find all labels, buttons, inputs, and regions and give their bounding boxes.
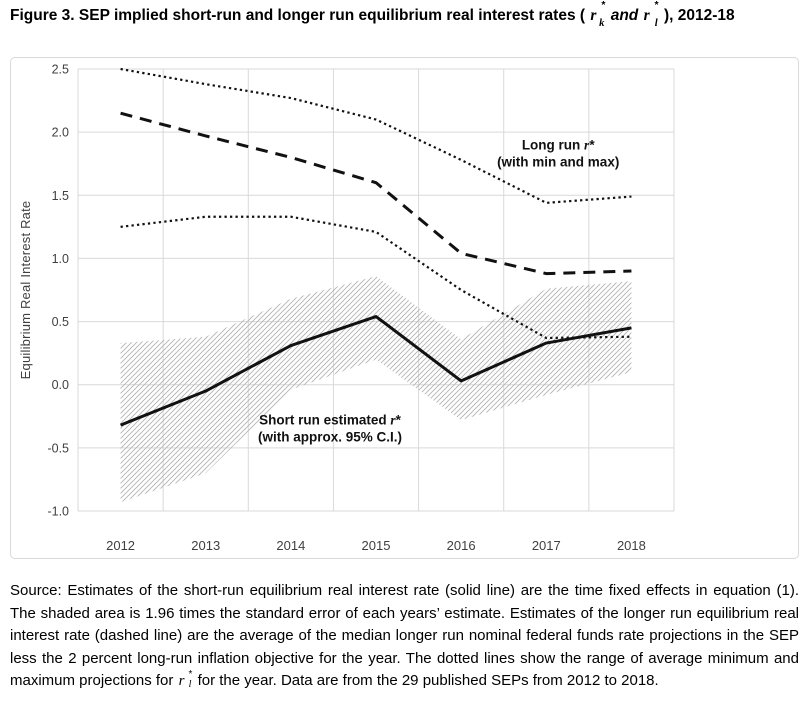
x-tick-label: 2014 xyxy=(276,538,306,553)
chart-annotation-0-line-1: (with min and max) xyxy=(497,154,620,170)
y-tick-label: -1.0 xyxy=(47,504,69,519)
title-text-after: ), 2012-18 xyxy=(659,7,735,24)
x-tick-label: 2015 xyxy=(361,538,391,553)
source-text-2: for the year. Data are from the 29 published SEPs from 2012 to 2018. xyxy=(193,672,659,689)
chart-area xyxy=(10,57,799,559)
confidence-band xyxy=(121,276,632,502)
y-axis-title: Equilibrium Real Interest Rate xyxy=(18,200,33,380)
y-tick-label: 1.5 xyxy=(51,188,69,203)
y-tick-label: 0.0 xyxy=(51,378,69,393)
r-star-k-symbol: r * k xyxy=(590,0,606,29)
x-tick-label: 2017 xyxy=(531,538,561,553)
chart-annotation-1-line-0: Short run estimated r* xyxy=(259,412,401,428)
y-tick-label: 2.0 xyxy=(51,125,69,140)
y-tick-label: 0.5 xyxy=(51,315,69,330)
source-text-1: Source: Estimates of the short-run equilibrium real interest rate (solid line) are the time fixed effects in equation (1). The shaded area is 1.96 times the standard error of each years’ estimate. Estimates of the longer run equilibrium real interest rate (dashed line) are the average of the median longer run nominal federal funds rate projections in the SEP less the 2 percent long-run inflation objective for the year. The dotted lines show the range of average minimum and maximum projections for xyxy=(10,582,799,689)
chart-annotation-1-line-1: (with approx. 95% C.I.) xyxy=(258,429,403,445)
figure-title xyxy=(10,0,802,29)
x-tick-label: 2013 xyxy=(191,538,221,553)
x-tick-label: 2016 xyxy=(446,538,476,553)
y-tick-label: -0.5 xyxy=(47,441,69,456)
title-and-word: and xyxy=(610,7,639,24)
x-tick-label: 2018 xyxy=(616,538,646,553)
title-text-before: Figure 3. SEP implied short-run and longer run equilibrium real interest rates ( xyxy=(10,7,590,24)
source-note xyxy=(10,580,799,693)
equilibrium-rates-chart xyxy=(11,58,796,556)
y-tick-label: 2.5 xyxy=(51,62,69,77)
y-tick-label: 1.0 xyxy=(51,251,69,266)
r-star-l-symbol: r * l xyxy=(643,0,659,29)
chart-annotation-0-line-0: Long run r* xyxy=(521,137,595,153)
r-star-l-symbol-source: r * l xyxy=(178,669,193,690)
x-tick-label: 2012 xyxy=(106,538,136,553)
